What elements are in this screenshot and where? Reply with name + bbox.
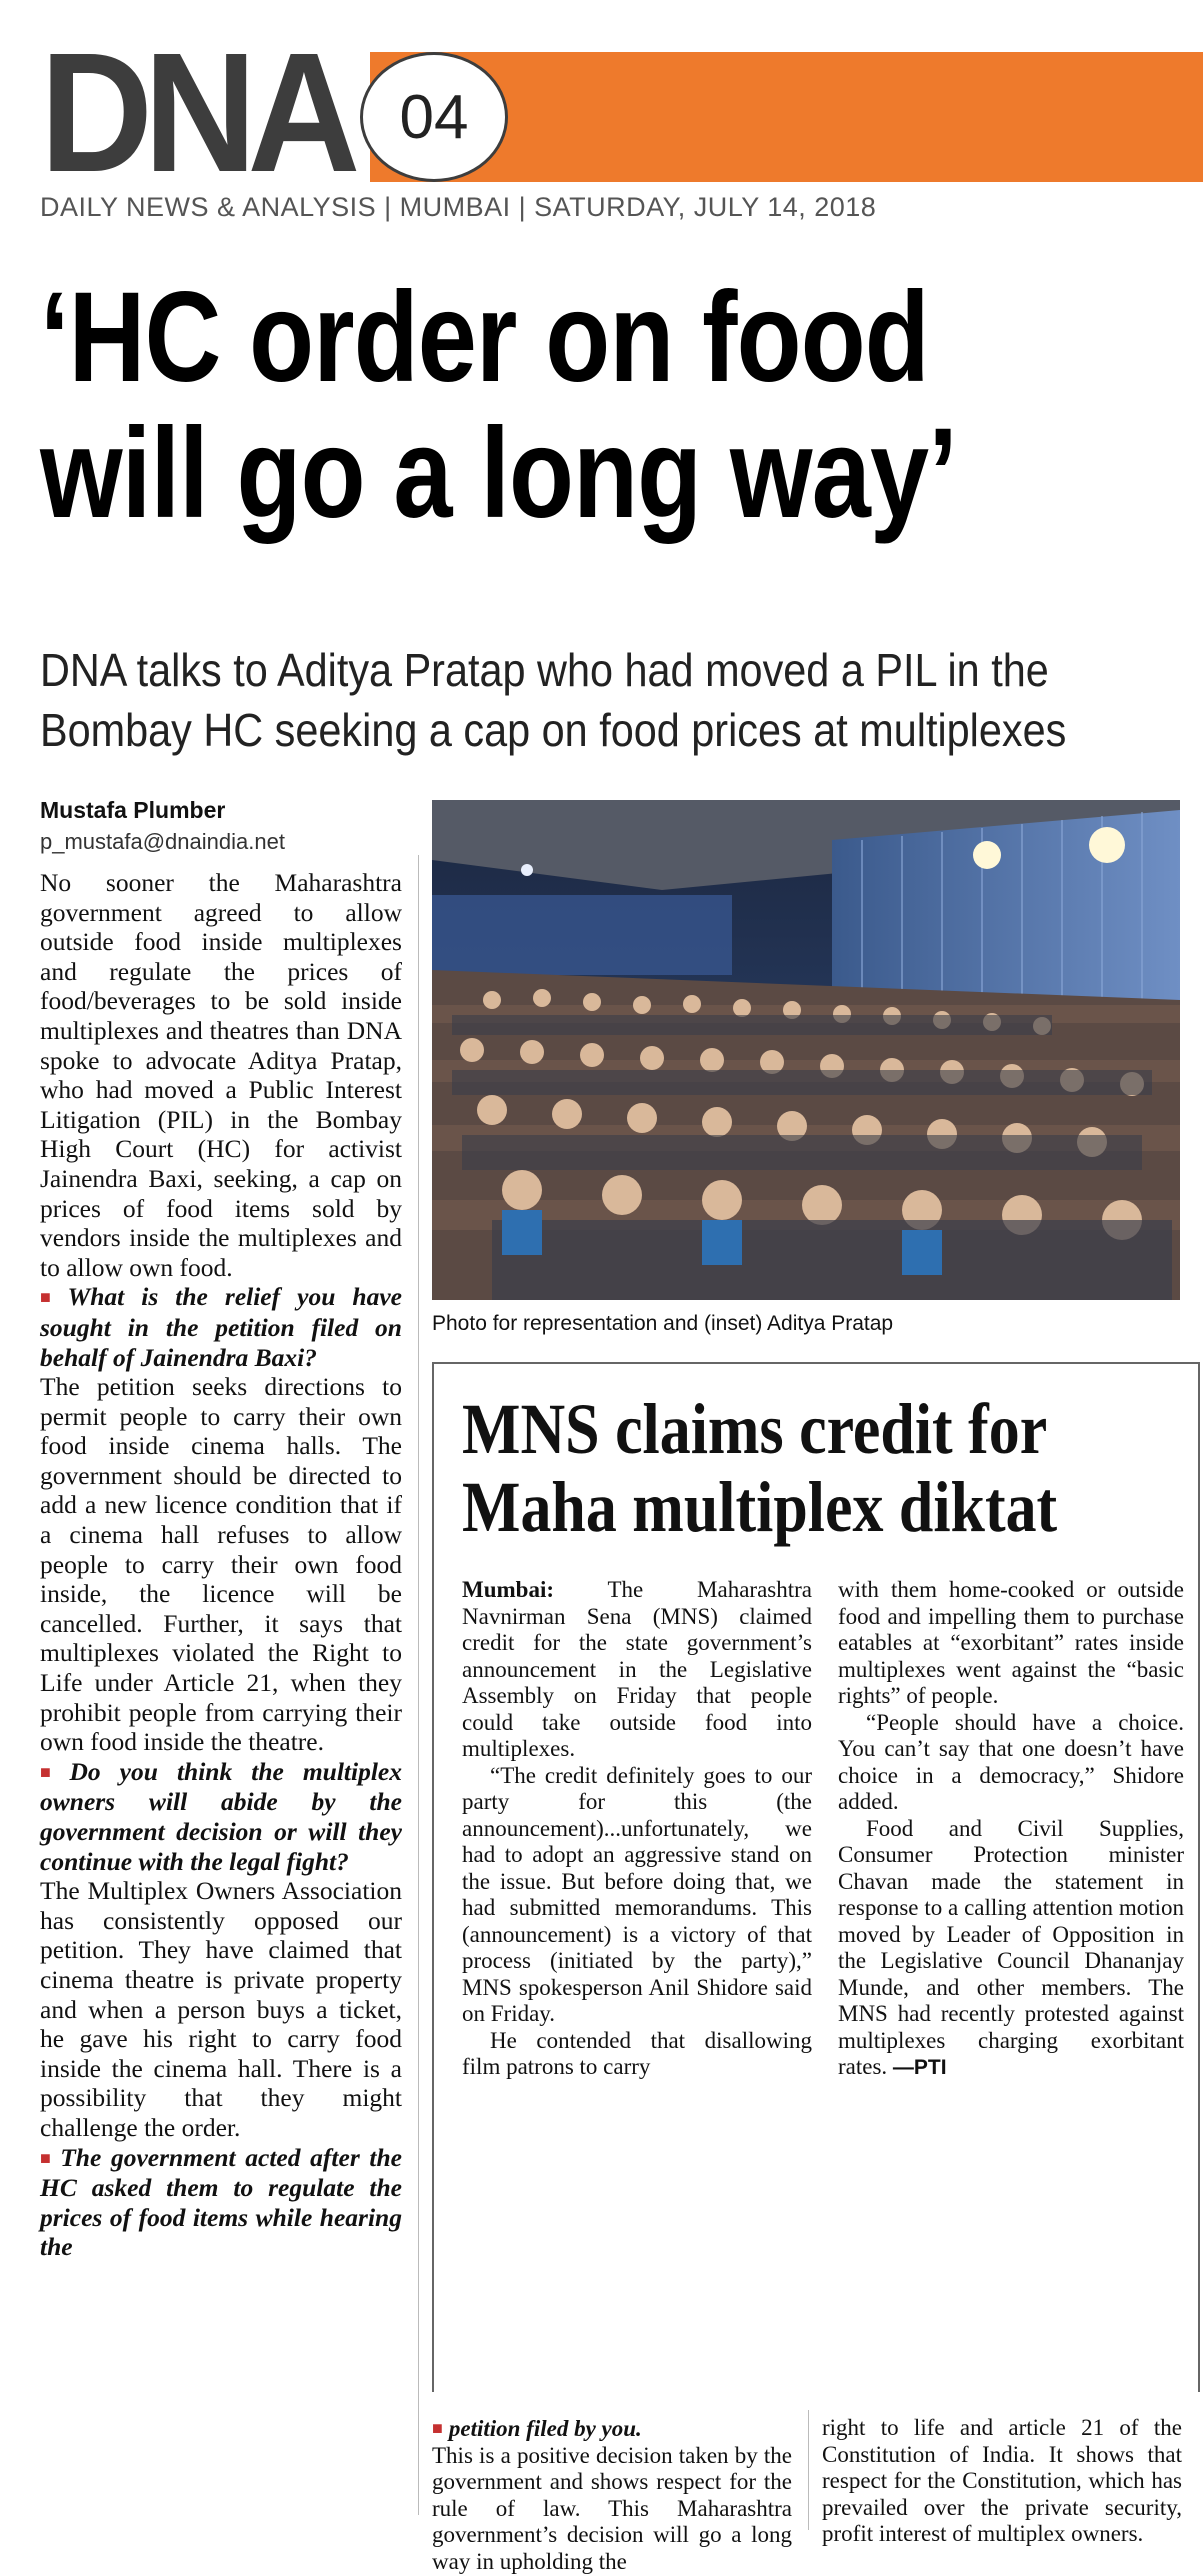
- headline-line-2: will go a long way’: [40, 406, 986, 542]
- sidebar-closing-paragraph: [838, 1816, 1184, 2082]
- sidebar-lead-text: The Maharashtra Navnirman Sena (MNS) claimed credit for the state government’s announcement in the Legislative Assembly on Friday that people could take outside food into multiplexes.: [462, 1577, 812, 1761]
- sidebar-paragraph: “People should have a choice. You can’t say that one doesn’t have choice in a democracy,” Shidore added.: [838, 1710, 1184, 1816]
- sidebar-headline: [462, 1390, 1098, 1546]
- interview-column-2: [432, 2415, 792, 2575]
- subhead-line-2: Bombay HC seeking a cap on food prices at multiplexes: [40, 700, 1075, 760]
- subheadline: [40, 640, 1075, 760]
- column-divider: [808, 2410, 809, 2530]
- answer-3: This is a positive decision taken by the government and shows respect for the rule of law. This Maharashtra government’s decision will go a long way in upholding the: [432, 2443, 792, 2575]
- byline-email[interactable]: p_mustafa@dnaindia.net: [40, 829, 285, 855]
- cinema-audience-image: [432, 800, 1180, 1300]
- main-headline: [40, 270, 986, 542]
- sidebar-headline-line-2: Maha multiplex diktat: [462, 1468, 1098, 1546]
- pti-credit: —PTI: [893, 2056, 947, 2079]
- sidebar-column-2: [838, 1577, 1184, 2082]
- interview-column-3: [822, 2415, 1182, 2548]
- sidebar-closing-text: Food and Civil Supplies, Consumer Protection minister Chavan made the statement in response to a calling attention motion moved by Leader of Opposition in the Legislative Council Dhananjay Munde, and other members. The MNS had recently protested against multiplexes charging exorbitant rates.: [838, 1816, 1184, 2080]
- intro-paragraph: No sooner the Maharashtra government agreed to allow outside food inside multiplexes and regulate the prices of food/beverages to be sold inside multiplexes and theatres than DNA spoke to advocate Aditya Pratap, who had moved a Public Interest Litigation (PIL) in the Bombay High Court (HC) for activist Jainendra Baxi, seeking, a cap on prices of food items sold by vendors inside the multiplexes and to allow own food.: [40, 868, 402, 1282]
- cinema-photo: [432, 800, 1180, 1300]
- dna-logo: DNA: [40, 38, 344, 188]
- answer-2: The Multiplex Owners Association has consistently opposed our petition. They have claimed that cinema theatre is private property and when a person buys a ticket, he gave his right to carry food inside the cinema hall. There is a possibility that they might challenge the order.: [40, 1876, 402, 2142]
- question-1: ■ What is the relief you have sought in the petition filed on behalf of Jainendra Baxi?: [40, 1282, 402, 1372]
- photo-caption: Photo for representation and (inset) Aditya Pratap: [432, 1312, 893, 1336]
- question-3-continued: ■ petition filed by you.: [432, 2415, 792, 2443]
- sidebar-headline-line-1: MNS claims credit for: [462, 1390, 1098, 1468]
- byline-name: Mustafa Plumber: [40, 797, 225, 824]
- answer-1: The petition seeks directions to permit people to carry their own food inside cinema halls. The government should be directed to add a new licence condition that if a cinema hall refuses to allow people to carry their own food inside, the licence will be cancelled. Further, it says that multiplexes violated the Right to Life under Article 21, when they prohibit people from carrying their own food inside the theatre.: [40, 1372, 402, 1757]
- column-divider: [418, 855, 419, 2515]
- sidebar-paragraph: with them home-cooked or outside food and impelling them to purchase eatables at “exorbitant” rates inside multiplexes went against the “basic rights” of people.: [838, 1577, 1184, 1710]
- answer-3-continued: right to life and article 21 of the Constitution of India. It shows that respect for the Constitution, which has prevailed over the private security, profit interest of multiplex owners.: [822, 2415, 1182, 2548]
- dateline: DAILY NEWS & ANALYSIS | MUMBAI | SATURDAY, JULY 14, 2018: [40, 192, 876, 223]
- question-3: ■ The government acted after the HC asked them to regulate the prices of food items while hearing the: [40, 2143, 402, 2262]
- sidebar-dateline-place: Mumbai:: [462, 1577, 554, 1602]
- question-2: ■ Do you think the multiplex owners will abide by the government decision or will they continue with the legal fight?: [40, 1757, 402, 1876]
- sidebar-paragraph: “The credit definitely goes to our party for this (the announcement)...unfortunately, we had to adopt an aggressive stand on the issue. But before doing that, we had submitted memorandums. This (announcement) is a victory of that process (initiated by the party),” MNS spokesperson Anil Shidore said on Friday.: [462, 1763, 812, 2028]
- headline-line-1: ‘HC order on food: [40, 270, 986, 406]
- interview-column-1: [40, 868, 402, 2262]
- page-number: 04: [360, 52, 508, 182]
- sidebar-lead-paragraph: [462, 1577, 812, 1763]
- subhead-line-1: DNA talks to Aditya Pratap who had moved a PIL in the: [40, 640, 1075, 700]
- sidebar-column-1: [462, 1577, 812, 2081]
- sidebar-paragraph: He contended that disallowing film patrons to carry: [462, 2028, 812, 2081]
